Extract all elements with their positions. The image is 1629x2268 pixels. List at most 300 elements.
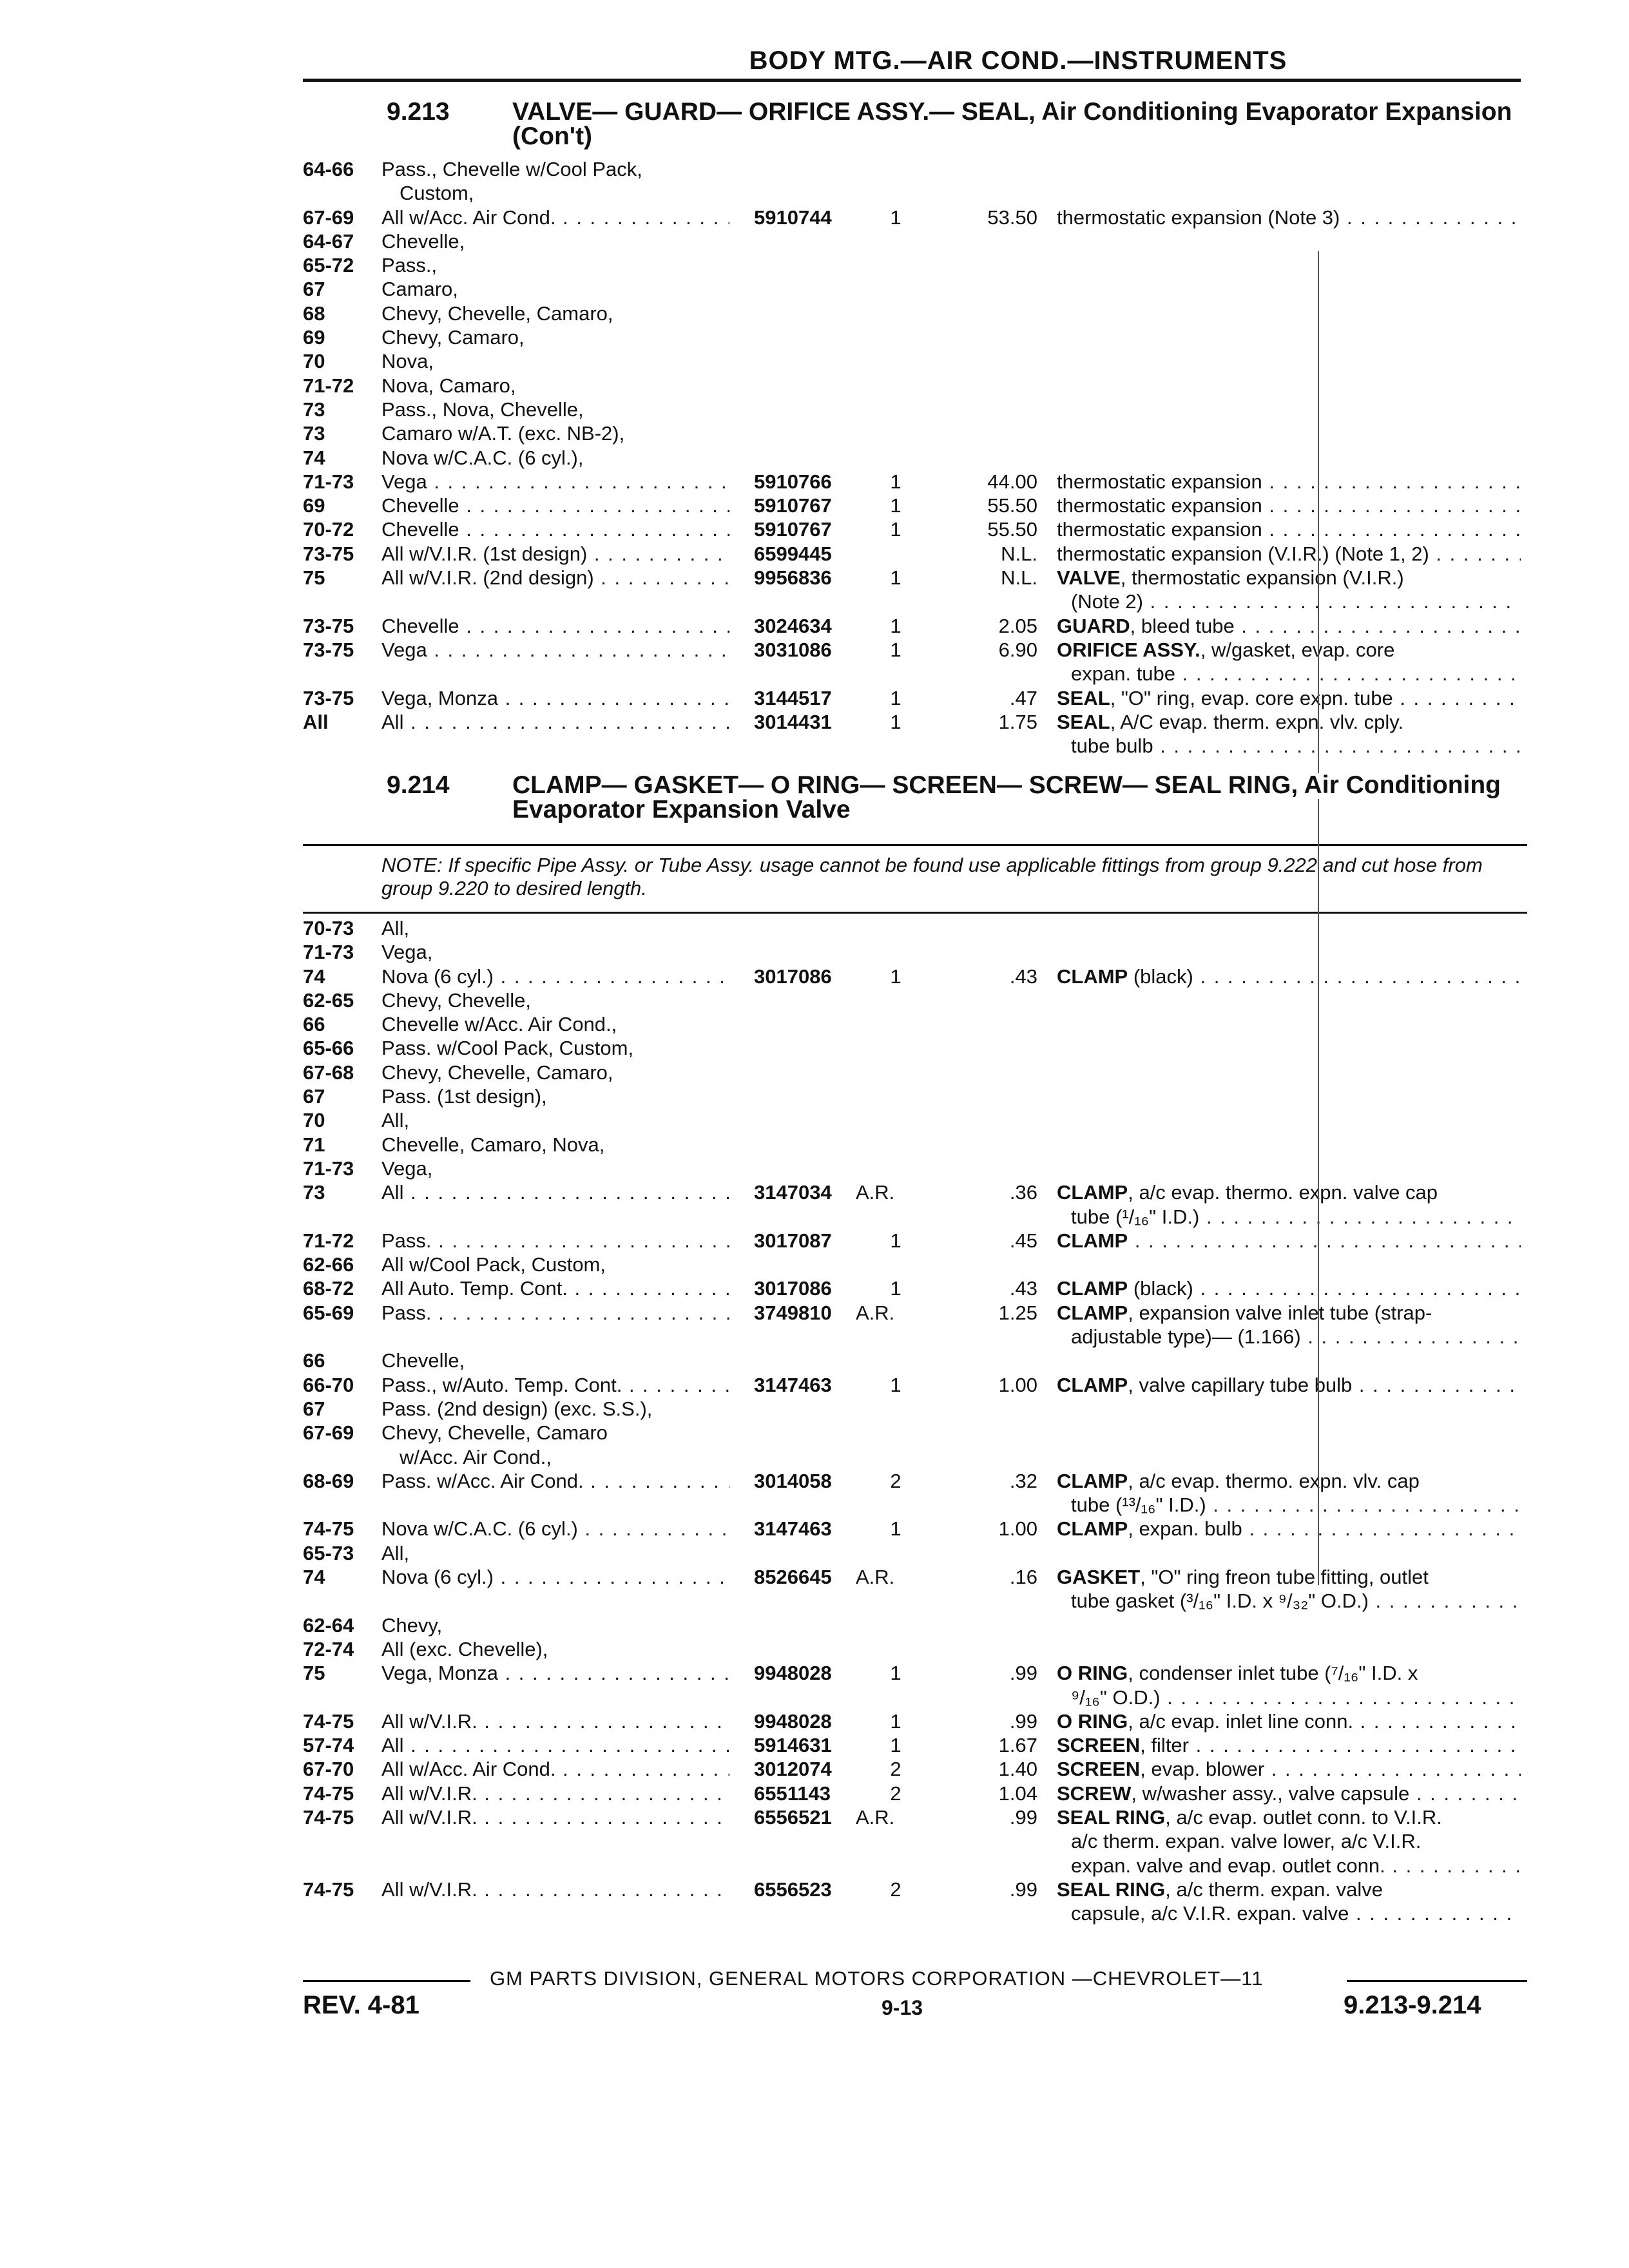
- part-number: 3031086: [754, 638, 832, 661]
- model-year: 75: [303, 566, 325, 590]
- model-application: [381, 542, 729, 566]
- part-description: [1057, 686, 1521, 710]
- model-year: 57-74: [303, 1734, 354, 1757]
- table-row: [303, 325, 1527, 349]
- table-row: [303, 1878, 1527, 1926]
- price: .16: [1009, 1566, 1037, 1589]
- model-text: Chevelle, Camaro, Nova,: [381, 1133, 605, 1156]
- price: N.L.: [1001, 566, 1037, 590]
- model-text: Chevelle,: [381, 1349, 465, 1372]
- model-text-continued: Custom,: [400, 182, 474, 205]
- page-header: [303, 46, 1521, 82]
- description-line: GASKET, "O" ring freon tube fitting, outlet: [1057, 1566, 1429, 1589]
- table-row: [303, 1373, 1527, 1397]
- part-number: 6599445: [754, 542, 832, 565]
- scan-crease-line: [1318, 251, 1319, 773]
- quantity: 1: [890, 1709, 901, 1733]
- model-text: Pass.: [381, 1229, 432, 1252]
- model-year: 62-66: [303, 1253, 354, 1276]
- model-application: [381, 494, 729, 517]
- model-text: Camaro,: [381, 278, 458, 301]
- footer-rule: [1347, 1980, 1527, 1982]
- description-line: CLAMP, expan. bulb . . .: [1057, 1517, 1521, 1541]
- quantity: 1: [890, 470, 901, 493]
- model-year: 71-73: [303, 941, 354, 964]
- description-line: SEAL, A/C evap. therm. expn. vlv. cply.: [1057, 710, 1404, 733]
- description-line: tube bulb . . .: [1057, 734, 1521, 758]
- model-application: [381, 1565, 729, 1589]
- part-number: 6556523: [754, 1878, 832, 1901]
- model-text: Vega: [381, 638, 427, 661]
- price: 1.25: [998, 1301, 1037, 1324]
- price: .32: [1009, 1469, 1037, 1492]
- model-year: 65-73: [303, 1541, 354, 1564]
- model-text-continued: w/Acc. Air Cond.,: [400, 1445, 552, 1468]
- part-description: [1057, 614, 1521, 638]
- table-row: [303, 302, 1527, 325]
- description-line: [1057, 1229, 1521, 1253]
- part-number: 3014431: [754, 710, 832, 733]
- part-name: CLAMP: [1057, 1229, 1128, 1252]
- table-row: [303, 421, 1527, 445]
- model-application: [381, 638, 729, 662]
- quantity: A.R.: [856, 1301, 895, 1324]
- table-row: [303, 1012, 1527, 1036]
- model-text: Pass.,: [381, 254, 438, 277]
- model-year: 74-75: [303, 1805, 354, 1829]
- part-description: [1057, 1180, 1521, 1229]
- part-description: [1057, 1301, 1521, 1349]
- model-application: [381, 1301, 729, 1325]
- table-row: [303, 965, 1527, 988]
- part-description: [1057, 710, 1521, 758]
- model-year: 73: [303, 398, 325, 421]
- part-description: [1057, 1229, 1521, 1253]
- description-line: CLAMP (black) . . .: [1057, 965, 1521, 988]
- part-description: [1057, 494, 1521, 517]
- part-number: 3017087: [754, 1229, 832, 1252]
- quantity: 2: [890, 1469, 901, 1492]
- model-year: 75: [303, 1662, 325, 1685]
- model-year: 73-75: [303, 614, 354, 637]
- model-text: All: [381, 1734, 404, 1757]
- model-text: Nova (6 cyl.): [381, 1566, 494, 1589]
- table-row: [303, 253, 1527, 277]
- part-number: 5910766: [754, 470, 832, 493]
- footer-rule: [303, 1980, 470, 1982]
- model-year: 74: [303, 965, 325, 988]
- description-line: ⁹/₁₆" O.D.) . . .: [1057, 1686, 1521, 1709]
- model-year: 64-67: [303, 229, 354, 253]
- model-year: 67-70: [303, 1758, 354, 1781]
- model-year: 73: [303, 1181, 325, 1204]
- model-year: 74-75: [303, 1878, 354, 1901]
- description-line: CLAMP, valve capillary tube bulb . . .: [1057, 1373, 1521, 1397]
- part-name: CLAMP: [1057, 1277, 1128, 1300]
- model-text: Chevy, Camaro,: [381, 326, 525, 349]
- model-text: Pass. (2nd design) (exc. S.S.),: [381, 1397, 653, 1420]
- description-line: thermostatic expansion (V.I.R.) (Note 1, 2) . . .: [1057, 542, 1521, 566]
- description-line: O RING, a/c evap. inlet line conn. . . .: [1057, 1709, 1521, 1733]
- model-year: 62-64: [303, 1613, 354, 1637]
- table-row: [303, 916, 1527, 940]
- model-year: 67-69: [303, 206, 354, 229]
- description-line: GUARD, bleed tube . . .: [1057, 614, 1521, 638]
- model-text: Chevy, Chevelle, Camaro: [381, 1421, 608, 1445]
- description-line: tube (¹/₁₆" I.D.) . . .: [1057, 1205, 1521, 1229]
- table-row: [303, 1397, 1527, 1421]
- table-row: [303, 206, 1527, 229]
- section-range: 9.213-9.214: [1344, 1991, 1481, 2019]
- part-name: SEAL RING: [1057, 1878, 1166, 1901]
- description-line: tube (¹³/₁₆" I.D.) . . .: [1057, 1493, 1521, 1517]
- model-year: 71-72: [303, 374, 354, 397]
- part-number: 5910767: [754, 494, 832, 517]
- part-number: 3749810: [754, 1301, 832, 1324]
- model-application: [381, 1782, 729, 1805]
- section-number: 9.214: [387, 771, 450, 799]
- model-text: All w/V.I.R.: [381, 1782, 477, 1805]
- model-year: 66: [303, 1349, 325, 1372]
- model-year: 74-75: [303, 1782, 354, 1805]
- quantity: 1: [890, 1277, 901, 1300]
- table-row: [303, 1661, 1527, 1709]
- model-text: All w/Acc. Air Cond.: [381, 206, 556, 229]
- quantity: 1: [890, 1373, 901, 1396]
- model-year: 74: [303, 446, 325, 469]
- model-application: [381, 1061, 729, 1084]
- model-text: All,: [381, 917, 410, 939]
- part-description: [1057, 1782, 1521, 1805]
- model-application: [381, 988, 729, 1012]
- model-application: [381, 1084, 729, 1108]
- revision-date: REV. 4-81: [303, 1991, 419, 2019]
- model-application: [381, 1349, 729, 1372]
- model-text: Pass., Nova, Chevelle,: [381, 398, 584, 421]
- part-description: [1057, 1517, 1521, 1541]
- quantity: 1: [890, 566, 901, 590]
- model-application: [381, 1421, 729, 1469]
- model-year: 74-75: [303, 1709, 354, 1733]
- model-year: 62-65: [303, 988, 354, 1012]
- part-description: [1057, 965, 1521, 988]
- part-description: [1057, 206, 1521, 229]
- description-line: SCREEN, filter . . .: [1057, 1733, 1521, 1757]
- table-row: [303, 614, 1527, 638]
- part-description: [1057, 1805, 1521, 1878]
- table-row: [303, 1108, 1527, 1132]
- part-description: [1057, 1709, 1521, 1733]
- model-year: 68: [303, 302, 325, 325]
- description-line: expan. valve and evap. outlet conn. . . .: [1057, 1854, 1521, 1878]
- model-year: 73-75: [303, 542, 354, 565]
- model-application: [381, 1036, 729, 1060]
- model-application: [381, 1157, 729, 1180]
- model-text: Camaro w/A.T. (exc. NB-2),: [381, 422, 625, 445]
- model-year: 69: [303, 326, 325, 349]
- part-number: 5910767: [754, 518, 832, 541]
- page-number: 9-13: [882, 1996, 923, 2019]
- part-description: [1057, 1878, 1521, 1926]
- model-text: Chevy,: [381, 1613, 443, 1637]
- table-row: [303, 1133, 1527, 1157]
- part-name: CLAMP: [1057, 1301, 1128, 1324]
- model-year: 71-73: [303, 470, 354, 493]
- part-number: 3024634: [754, 614, 832, 637]
- quantity: 1: [890, 518, 901, 541]
- model-application: [381, 229, 729, 253]
- description-line: thermostatic expansion (Note 3) . . .: [1057, 206, 1521, 229]
- section-title: CLAMP— GASKET— O RING— SCREEN— SCREW— SEAL RING, Air Conditioning Evaporator Expansion Valve: [512, 771, 1501, 823]
- part-name: CLAMP: [1057, 1181, 1128, 1204]
- model-text: Pass., Chevelle w/Cool Pack,: [381, 158, 642, 180]
- table-row: [303, 1084, 1527, 1108]
- quantity: 1: [890, 1229, 901, 1252]
- model-text: Nova, Camaro,: [381, 374, 516, 397]
- part-number: 9948028: [754, 1709, 832, 1733]
- part-description: [1057, 470, 1521, 494]
- model-application: [381, 1397, 729, 1421]
- part-description: [1057, 1373, 1521, 1397]
- table-row: [303, 349, 1527, 373]
- model-text: Nova w/C.A.C. (6 cyl.),: [381, 446, 584, 469]
- model-text: Pass., w/Auto. Temp. Cont.: [381, 1373, 622, 1396]
- page-header-title: BODY MTG.—AIR COND.—INSTRUMENTS: [749, 46, 1287, 75]
- model-application: [381, 1180, 729, 1204]
- part-name: SEAL RING: [1057, 1805, 1166, 1829]
- part-name: GASKET: [1057, 1566, 1141, 1589]
- model-text: All w/V.I.R.: [381, 1805, 477, 1829]
- model-text: Chevelle w/Acc. Air Cond.,: [381, 1013, 617, 1036]
- quantity: A.R.: [856, 1566, 895, 1589]
- table-row: [303, 686, 1527, 710]
- model-application: [381, 686, 729, 710]
- model-application: [381, 566, 729, 590]
- part-number: 3144517: [754, 686, 832, 709]
- table-row: [303, 566, 1527, 614]
- scan-crease-line: [1318, 799, 1319, 1585]
- quantity: 1: [890, 206, 901, 229]
- model-application: [381, 1108, 729, 1132]
- table-row: [303, 446, 1527, 470]
- model-year: 73-75: [303, 638, 354, 661]
- model-text: Vega,: [381, 1157, 433, 1180]
- model-text: Chevelle: [381, 494, 459, 517]
- model-year: 74: [303, 1566, 325, 1589]
- model-year: 74-75: [303, 1517, 354, 1541]
- model-text: Vega, Monza: [381, 1662, 498, 1685]
- quantity: 2: [890, 1758, 901, 1781]
- quantity: 1: [890, 1734, 901, 1757]
- model-year: 65-66: [303, 1037, 354, 1060]
- part-name: SCREW: [1057, 1782, 1132, 1805]
- part-name: CLAMP: [1057, 1469, 1128, 1492]
- model-text: Vega,: [381, 941, 433, 964]
- model-text: Nova,: [381, 350, 434, 373]
- quantity: 1: [890, 1662, 901, 1685]
- price: 1.00: [998, 1517, 1037, 1541]
- part-number: 3147463: [754, 1373, 832, 1396]
- description-line: SCREW, w/washer assy., valve capsule . . .: [1057, 1782, 1521, 1805]
- model-application: [381, 398, 729, 421]
- description-line: a/c therm. expan. valve lower, a/c V.I.R.: [1071, 1830, 1422, 1853]
- table-row: [303, 1733, 1527, 1757]
- table-row: [303, 1421, 1527, 1469]
- description-line: tube gasket (³/₁₆" I.D. x ⁹/₃₂" O.D.) . . .: [1057, 1589, 1521, 1613]
- quantity: 1: [890, 965, 901, 988]
- model-text: All w/V.I.R.: [381, 1709, 477, 1733]
- model-text: Chevelle: [381, 518, 459, 541]
- part-name: GUARD: [1057, 614, 1130, 637]
- part-description: [1057, 1276, 1521, 1300]
- model-text: Chevy, Chevelle, Camaro,: [381, 1061, 613, 1084]
- model-application: [381, 916, 729, 940]
- description-line: ORIFICE ASSY., w/gasket, evap. core: [1057, 638, 1395, 661]
- part-number: 3147463: [754, 1517, 832, 1541]
- model-application: [381, 1733, 729, 1757]
- table-row: [303, 1036, 1527, 1060]
- model-application: [381, 349, 729, 373]
- price: .47: [1009, 686, 1037, 709]
- price: .99: [1009, 1709, 1037, 1733]
- section-number: 9.213: [387, 98, 450, 126]
- description-line: SEAL RING, a/c evap. outlet conn. to V.I.R.: [1057, 1805, 1442, 1829]
- section-title: VALVE— GUARD— ORIFICE ASSY.— SEAL, Air Conditioning Evaporator Expansion (Con't): [512, 98, 1512, 150]
- model-application: [381, 1517, 729, 1541]
- model-application: [381, 1276, 729, 1300]
- description-line: O RING, condenser inlet tube (⁷/₁₆" I.D. x: [1057, 1662, 1418, 1685]
- model-application: [381, 470, 729, 494]
- part-name: SEAL: [1057, 686, 1110, 709]
- model-application: [381, 1469, 729, 1493]
- part-description: [1057, 1757, 1521, 1781]
- model-text: All Auto. Temp. Cont.: [381, 1277, 568, 1300]
- price: .99: [1009, 1878, 1037, 1901]
- model-text: All w/V.I.R.: [381, 1878, 477, 1901]
- model-year: 66: [303, 1013, 325, 1036]
- model-text: All,: [381, 1541, 410, 1564]
- model-application: [381, 1613, 729, 1637]
- price: 6.90: [998, 638, 1037, 661]
- model-text: Pass. w/Cool Pack, Custom,: [381, 1037, 634, 1060]
- model-application: [381, 325, 729, 349]
- model-year: 71-72: [303, 1229, 354, 1252]
- description-line: CLAMP (black) . . .: [1057, 1276, 1521, 1300]
- description-line: CLAMP, a/c evap. thermo. expn. valve cap: [1057, 1181, 1438, 1204]
- model-year: 67: [303, 1397, 325, 1420]
- table-row: [303, 1782, 1527, 1805]
- part-number: 6556521: [754, 1805, 832, 1829]
- model-application: [381, 710, 729, 734]
- price: 1.67: [998, 1734, 1037, 1757]
- table-row: [303, 1349, 1527, 1372]
- part-number: 6551143: [754, 1782, 831, 1805]
- table-row: [303, 494, 1527, 517]
- model-year: 67-69: [303, 1421, 354, 1445]
- quantity: 1: [890, 1517, 901, 1541]
- model-text: Pass. (1st design),: [381, 1085, 547, 1108]
- part-description: [1057, 1469, 1521, 1517]
- model-application: [381, 421, 729, 445]
- model-application: [381, 157, 729, 206]
- table-row: [303, 1276, 1527, 1300]
- part-number: 3147034: [754, 1181, 832, 1204]
- table-row: [303, 374, 1527, 398]
- quantity: 1: [890, 614, 901, 637]
- model-application: [381, 206, 729, 229]
- model-text: All (exc. Chevelle),: [381, 1637, 548, 1660]
- model-application: [381, 1229, 729, 1253]
- part-number: 3012074: [754, 1758, 832, 1781]
- model-year: 69: [303, 494, 325, 517]
- price: 44.00: [987, 470, 1037, 493]
- quantity: A.R.: [856, 1805, 895, 1829]
- model-text: All w/Acc. Air Cond.: [381, 1758, 556, 1781]
- table-row: [303, 1469, 1527, 1517]
- model-year: 70-73: [303, 917, 354, 939]
- table-row: [303, 1805, 1527, 1878]
- description-line: SCREEN, evap. blower . . .: [1057, 1757, 1521, 1781]
- model-text: All w/V.I.R. (1st design): [381, 542, 588, 565]
- model-year: 70: [303, 350, 325, 373]
- model-text: All: [381, 1181, 404, 1204]
- model-text: Chevelle,: [381, 229, 465, 253]
- model-application: [381, 1637, 729, 1661]
- part-name: VALVE: [1057, 566, 1121, 590]
- model-year: 66-70: [303, 1373, 354, 1396]
- part-name: O RING: [1057, 1709, 1128, 1733]
- model-text: Chevelle: [381, 614, 459, 637]
- model-text: All: [381, 710, 404, 733]
- model-application: [381, 1805, 729, 1829]
- model-year: 67: [303, 278, 325, 301]
- model-application: [381, 1757, 729, 1781]
- model-application: [381, 277, 729, 301]
- table-row: [303, 1709, 1527, 1733]
- part-name: CLAMP: [1057, 1373, 1128, 1396]
- model-year: 65-72: [303, 254, 354, 277]
- model-text: Vega, Monza: [381, 686, 498, 709]
- table-row: [303, 470, 1527, 494]
- model-year: All: [303, 710, 329, 733]
- description-line: SEAL, "O" ring, evap. core expn. tube . . .: [1057, 686, 1521, 710]
- description-line: thermostatic expansion . . .: [1057, 517, 1521, 541]
- price: .43: [1009, 965, 1037, 988]
- quantity: A.R.: [856, 1181, 895, 1204]
- price: .99: [1009, 1805, 1037, 1829]
- model-text: Pass.: [381, 1301, 432, 1324]
- model-text: Pass. w/Acc. Air Cond.: [381, 1469, 584, 1492]
- model-text: Chevy, Chevelle,: [381, 988, 532, 1012]
- description-line: thermostatic expansion . . .: [1057, 470, 1521, 494]
- price: .99: [1009, 1662, 1037, 1685]
- model-year: 67-68: [303, 1061, 354, 1084]
- table-row: [303, 1517, 1527, 1541]
- model-application: [381, 1373, 729, 1397]
- table-row: [303, 229, 1527, 253]
- footer-publisher: GM PARTS DIVISION, GENERAL MOTORS CORPORATION —CHEVROLET—11: [490, 1967, 1264, 1990]
- model-application: [381, 1709, 729, 1733]
- note-rule-bottom: [303, 912, 1527, 914]
- table-row: [303, 1229, 1527, 1253]
- part-number: 8526645: [754, 1566, 832, 1589]
- description-line: adjustable type)— (1.166) . . .: [1057, 1325, 1521, 1349]
- model-application: [381, 517, 729, 541]
- note-rule-top: [303, 844, 1527, 846]
- table-row: [303, 542, 1527, 566]
- part-name: ORIFICE ASSY.: [1057, 638, 1200, 661]
- model-year: 73: [303, 422, 325, 445]
